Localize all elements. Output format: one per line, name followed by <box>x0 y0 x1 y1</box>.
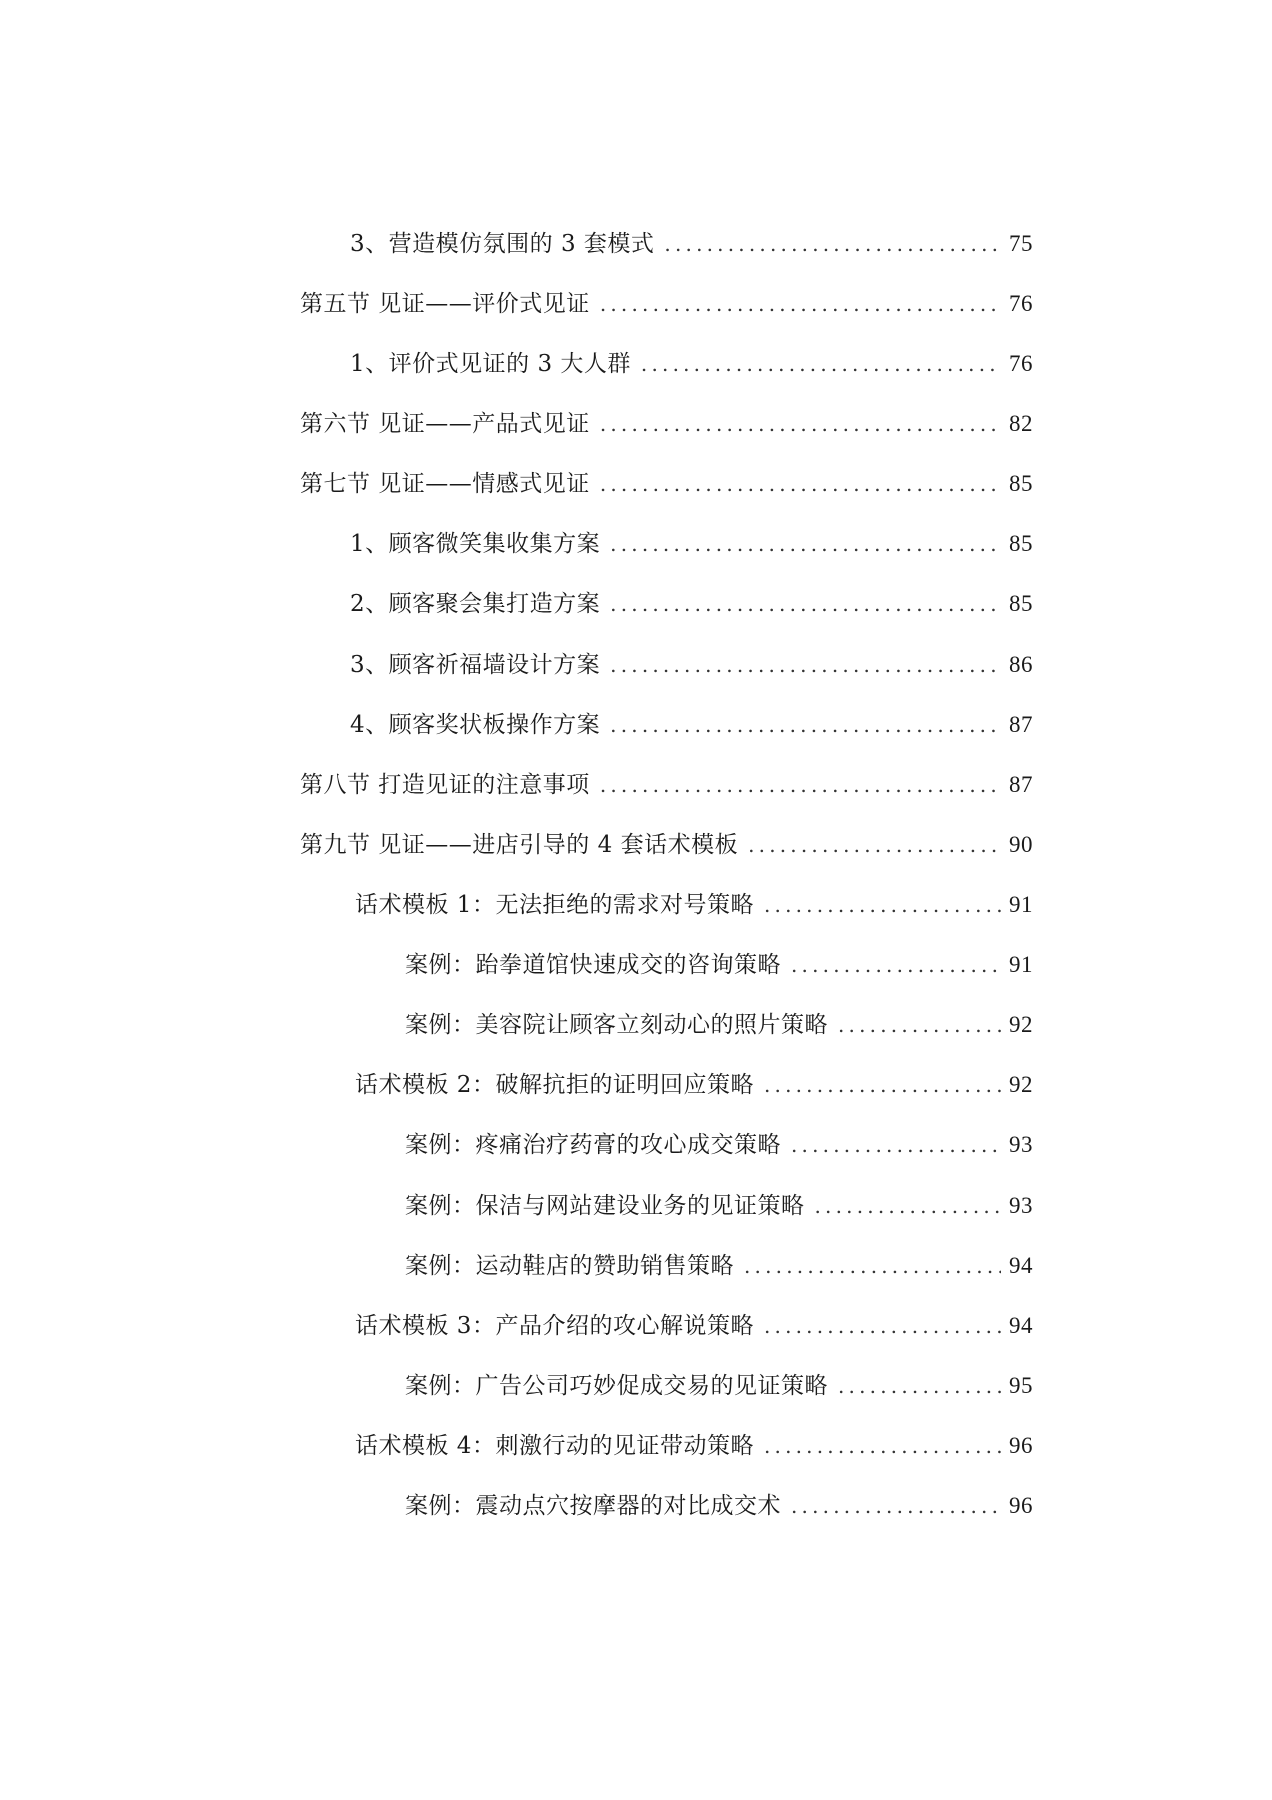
toc-dot-leader <box>610 584 1001 624</box>
toc-entry-label: 话术模板 4：刺激行动的见证带动策略 <box>355 1433 754 1459</box>
toc-entry-page: 92 <box>1009 1072 1033 1097</box>
toc-entry-label: 第五节 见证——评价式见证 <box>300 291 590 317</box>
toc-entry-label: 案例：美容院让顾客立刻动心的照片策略 <box>405 1012 828 1038</box>
toc-entry-page: 85 <box>1009 531 1033 556</box>
toc-dot-leader <box>610 524 1001 564</box>
toc-entry[interactable] <box>405 945 1033 985</box>
toc-dot-leader <box>815 1186 1002 1226</box>
toc-dot-leader <box>748 825 1001 865</box>
toc-entry-page: 86 <box>1009 652 1033 677</box>
toc-entry-label: 2、顾客聚会集打造方案 <box>350 591 601 617</box>
toc-entry[interactable] <box>355 1306 1033 1346</box>
toc-entry-page: 91 <box>1009 952 1033 977</box>
toc-entry-label: 案例：震动点穴按摩器的对比成交术 <box>405 1493 781 1519</box>
toc-entry[interactable] <box>405 1246 1033 1286</box>
toc-dot-leader <box>744 1246 1001 1286</box>
toc-entry-page: 96 <box>1009 1433 1033 1458</box>
toc-entry-page: 76 <box>1009 351 1033 376</box>
toc-entry-page: 82 <box>1009 411 1033 436</box>
toc-entry[interactable] <box>300 825 1033 865</box>
toc-entry-page: 91 <box>1009 892 1033 917</box>
toc-dot-leader <box>600 765 1001 805</box>
toc-entry-label: 话术模板 1：无法拒绝的需求对号策略 <box>355 892 754 918</box>
toc-entry[interactable] <box>300 464 1033 504</box>
toc-entry-label: 第九节 见证——进店引导的 4 套话术模板 <box>300 832 739 858</box>
toc-entry-label: 案例：保洁与网站建设业务的见证策略 <box>405 1193 805 1219</box>
toc-dot-leader <box>764 1306 1001 1346</box>
toc-entry[interactable] <box>355 1065 1033 1105</box>
toc-entry[interactable] <box>350 645 1033 685</box>
toc-dot-leader <box>600 284 1001 324</box>
toc-entry-label: 第八节 打造见证的注意事项 <box>300 772 590 798</box>
toc-entry[interactable] <box>350 344 1033 384</box>
toc-entry[interactable] <box>350 705 1033 745</box>
toc-entry-page: 85 <box>1009 591 1033 616</box>
toc-dot-leader <box>600 464 1001 504</box>
toc-entry-label: 1、顾客微笑集收集方案 <box>350 531 601 557</box>
toc-entry-label: 3、顾客祈福墙设计方案 <box>350 652 601 678</box>
toc-dot-leader <box>838 1005 1001 1045</box>
toc-dot-leader <box>764 1426 1001 1466</box>
toc-entry[interactable] <box>405 1005 1033 1045</box>
toc-entry-page: 90 <box>1009 832 1033 857</box>
toc-dot-leader <box>600 404 1001 444</box>
toc-entry[interactable] <box>405 1366 1033 1406</box>
toc-entry[interactable] <box>350 224 1033 264</box>
toc-entry[interactable] <box>350 584 1033 624</box>
toc-entry[interactable] <box>300 404 1033 444</box>
toc-entry-page: 76 <box>1009 291 1033 316</box>
toc-entry-page: 75 <box>1009 231 1033 256</box>
toc-dot-leader <box>641 344 1001 384</box>
toc-entry-label: 案例：运动鞋店的赞助销售策略 <box>405 1253 734 1279</box>
toc-entry-page: 95 <box>1009 1373 1033 1398</box>
toc-entry-label: 案例：广告公司巧妙促成交易的见证策略 <box>405 1373 828 1399</box>
toc-entry-label: 第七节 见证——情感式见证 <box>300 471 590 497</box>
toc-entry-page: 87 <box>1009 712 1033 737</box>
toc-entry-page: 94 <box>1009 1253 1033 1278</box>
toc-entry-label: 话术模板 3：产品介绍的攻心解说策略 <box>355 1313 754 1339</box>
toc-dot-leader <box>791 945 1001 985</box>
toc-dot-leader <box>764 885 1001 925</box>
toc-entry[interactable] <box>405 1186 1033 1226</box>
toc-entry-label: 案例：跆拳道馆快速成交的咨询策略 <box>405 952 781 978</box>
toc-entry[interactable] <box>355 1426 1033 1466</box>
toc-entry[interactable] <box>405 1486 1033 1526</box>
toc-entry-page: 93 <box>1009 1132 1033 1157</box>
toc-dot-leader <box>610 645 1001 685</box>
toc-entry-page: 87 <box>1009 772 1033 797</box>
toc-dot-leader <box>610 705 1001 745</box>
toc-entry-label: 1、评价式见证的 3 大人群 <box>350 351 631 377</box>
toc-entry[interactable] <box>350 524 1033 564</box>
toc-entry-page: 94 <box>1009 1313 1033 1338</box>
toc-entry[interactable] <box>405 1125 1033 1165</box>
toc-dot-leader <box>791 1486 1001 1526</box>
toc-entry[interactable] <box>300 284 1033 324</box>
toc-dot-leader <box>791 1125 1001 1165</box>
toc-entry-page: 85 <box>1009 471 1033 496</box>
toc-entry-page: 96 <box>1009 1493 1033 1518</box>
toc-entry-label: 3、营造模仿氛围的 3 套模式 <box>350 231 655 257</box>
toc-entry-label: 话术模板 2：破解抗拒的证明回应策略 <box>355 1072 754 1098</box>
toc-entry-page: 93 <box>1009 1193 1033 1218</box>
toc-entry[interactable] <box>355 885 1033 925</box>
toc-entry-label: 4、顾客奖状板操作方案 <box>350 712 601 738</box>
toc-dot-leader <box>764 1065 1001 1105</box>
toc-dot-leader <box>838 1366 1001 1406</box>
toc-entry-page: 92 <box>1009 1012 1033 1037</box>
toc-entry-label: 第六节 见证——产品式见证 <box>300 411 590 437</box>
toc-entry[interactable] <box>300 765 1033 805</box>
toc-dot-leader <box>664 224 1001 264</box>
toc-entry-label: 案例：疼痛治疗药膏的攻心成交策略 <box>405 1132 781 1158</box>
